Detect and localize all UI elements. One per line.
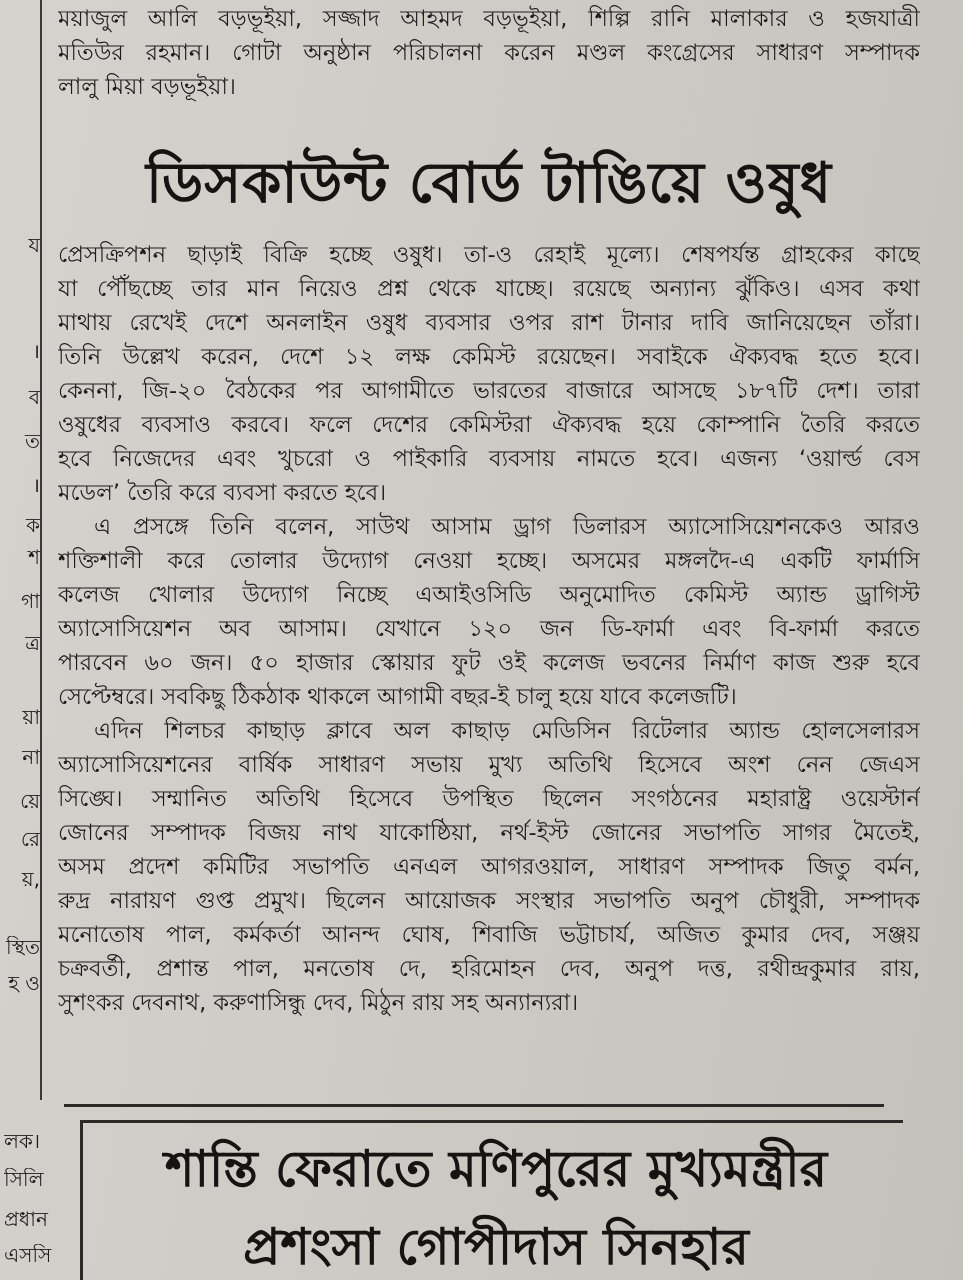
text-line: চক্রবর্তী, প্রশান্ত পাল, মনতোষ দে, হরিমোহন দেব, অনুপ দত্ত, রথীন্দ্রকুমার রায়,	[58, 956, 920, 982]
fragment-text: সিলি	[4, 1168, 44, 1190]
text-line: লালু মিয়া বড়ভূইয়া।	[58, 74, 236, 100]
paragraph-2	[58, 510, 920, 714]
fragment-text: লক।	[4, 1130, 41, 1152]
fragment-text: ত্র	[25, 632, 40, 654]
fragment-text: রে	[20, 828, 40, 850]
text-line: জোনের সম্পাদক বিজয় নাথ যাকোষ্ঠিয়া, নর্থ-ইস্ট জোনের সভাপতি সাগর মৈতেই,	[58, 820, 920, 846]
previous-article-ending	[58, 0, 920, 104]
column-rule	[40, 0, 42, 1100]
text-line: মতিউর রহমান। গোটা অনুষ্ঠান পরিচালনা করেন মণ্ডল কংগ্রেসের সাধারণ সম্পাদক	[58, 40, 920, 66]
article-body	[58, 238, 920, 1020]
fragment-text: ।	[32, 340, 40, 362]
fragment-text: ব	[28, 386, 40, 408]
text-line: রুদ্র নারায়ণ গুপ্ত প্রমুখ। ছিলেন আয়োজক সংস্থার সভাপতি অনুপ চৌধুরী, সম্পাদক	[58, 888, 920, 914]
fragment-text: এসসি	[4, 1244, 52, 1266]
text-line: মডেল’ তৈরি করে ব্যবসা করতে হবে।	[58, 480, 387, 506]
fragment-text: ক	[26, 514, 40, 536]
fragment-text: ।	[32, 474, 40, 496]
paragraph-1	[58, 238, 920, 510]
text-line: ময়াজুল আলি বড়ভূইয়া, সজ্জাদ আহমদ বড়ভূইয়া, শিল্পি রানি মালাকার ও হজযাত্রী	[58, 6, 920, 32]
text-line: সেপ্টেম্বরে। সবকিছু ঠিকঠাক থাকলে আগামী বছর-ই চালু হয়ে যাবে কলেজটি।	[58, 684, 737, 710]
fragment-text: গা	[21, 590, 40, 612]
fragment-text: শ	[28, 546, 40, 568]
fragment-text: য়া	[22, 706, 40, 728]
fragment-text: হ ও	[8, 972, 40, 994]
text-line: সুশংকর দেবনাথ, করুণাসিন্ধু দেব, মিঠুন রায় সহ অন্যান্যরা।	[58, 990, 579, 1016]
section-divider	[64, 1104, 884, 1107]
text-line: কলেজ খোলার উদ্যোগ নিচ্ছে এআইওসিডি অনুমোদিত কেমিস্ট অ্যান্ড ড্রাগিস্ট	[58, 582, 920, 608]
text-line: অ্যাসোসিয়েশন অব আসাম। যেখানে ১২০ জন ডি-ফার্মা এবং বি-ফার্মা করতে	[58, 616, 920, 642]
text-line: এ প্রসঙ্গে তিনি বলেন, সাউথ আসাম ড্রাগ ডিলারস অ্যাসোসিয়েশনকেও আরও	[94, 514, 920, 540]
text-line: মনোতোষ পাল, কর্মকর্তা আনন্দ ঘোষ, শিবাজি ভট্টাচার্য, অজিত কুমার দেব, সঞ্জয়	[58, 922, 920, 948]
text-line: পারবেন ৬০ জন। ৫০ হাজার স্কোয়ার ফুট ওই কলেজ ভবনের নির্মাণ কাজ শুরু হবে	[58, 650, 920, 676]
article-headline: ডিসকাউন্ট বোর্ড টাঙিয়ে ওষুধ	[146, 151, 832, 216]
fragment-text: প্রধান	[4, 1208, 48, 1230]
fragment-text: য	[28, 234, 40, 256]
paragraph-3	[58, 714, 920, 1020]
text-line: মাথায় রেখেই দেশে অনলাইন ওষুধ ব্যবসার ওপর রাশ টানার দাবি জানিয়েছেন তাঁরা।	[58, 310, 920, 336]
text-line: কেননা, জি-২০ বৈঠকের পর আগামীতে ভারতের বাজারে আসছে ১৮৭টি দেশ। তারা	[58, 378, 920, 404]
next-article-headline-line-2: প্রশংসা গোপীদাস সিনহার	[243, 1218, 749, 1276]
fragment-text: ত	[24, 430, 40, 452]
text-line: তিনি উল্লেখ করেন, দেশে ১২ লক্ষ কেমিস্ট রয়েছেন। সবাইকে ঐক্যবদ্ধ হতে হবে।	[58, 344, 920, 370]
text-line: অসম প্রদেশ কমিটির সভাপতি এনএল আগরওয়াল, সাধারণ সম্পাদক জিতু বর্মন,	[58, 854, 920, 880]
text-line: হবে নিজেদের এবং খুচরো ও পাইকারি ব্যবসায় নামতে হবে। এজন্য ‘ওয়ার্ল্ড বেস	[58, 446, 920, 472]
adjacent-column-fragments	[0, 0, 44, 1280]
text-line: ওষুধের ব্যবসাও করবে। ফলে দেশের কেমিস্টরা ঐক্যবদ্ধ হয়ে কোম্পানি তৈরি করতে	[58, 412, 920, 438]
fragment-text: য়,	[21, 868, 40, 890]
next-article-headline-line-1: শান্তি ফেরাতে মণিপুরের মুখ্যমন্ত্রীর	[164, 1140, 828, 1198]
article-column	[58, 0, 920, 1020]
text-line: এদিন শিলচর কাছাড় ক্লাবে অল কাছাড় মেডিসিন রিটেলার অ্যান্ড হোলসেলারস	[94, 718, 920, 744]
text-line: শক্তিশালী করে তোলার উদ্যোগ নেওয়া হচ্ছে। অসমের মঙ্গলদৈ-এ একটি ফার্মাসি	[58, 548, 920, 574]
text-line: যা পৌঁছচ্ছে তার মান নিয়েও প্রশ্ন থেকে যাচ্ছে। রয়েছে অন্যান্য ঝুঁকিও। এসব কথা	[58, 276, 920, 302]
text-line: প্রেসক্রিপশন ছাড়াই বিক্রি হচ্ছে ওষুধ। তা-ও রেহাই মূল্যে। শেষপর্যন্ত গ্রাহকের কাছে	[58, 242, 920, 268]
text-line: অ্যাসোসিয়েশনের বার্ষিক সাধারণ সভায় মুখ্য অতিথি হিসেবে অংশ নেন জেএস	[58, 752, 920, 778]
fragment-text: না	[22, 746, 40, 768]
text-line: সিঙ্ঘে। সম্মানিত অতিথি হিসেবে উপস্থিত ছিলেন সংগঠনের মহারাষ্ট্র ওয়েস্টার্ন	[58, 786, 920, 812]
fragment-text: স্থিত	[6, 936, 40, 958]
fragment-text: য়ে	[20, 790, 40, 812]
